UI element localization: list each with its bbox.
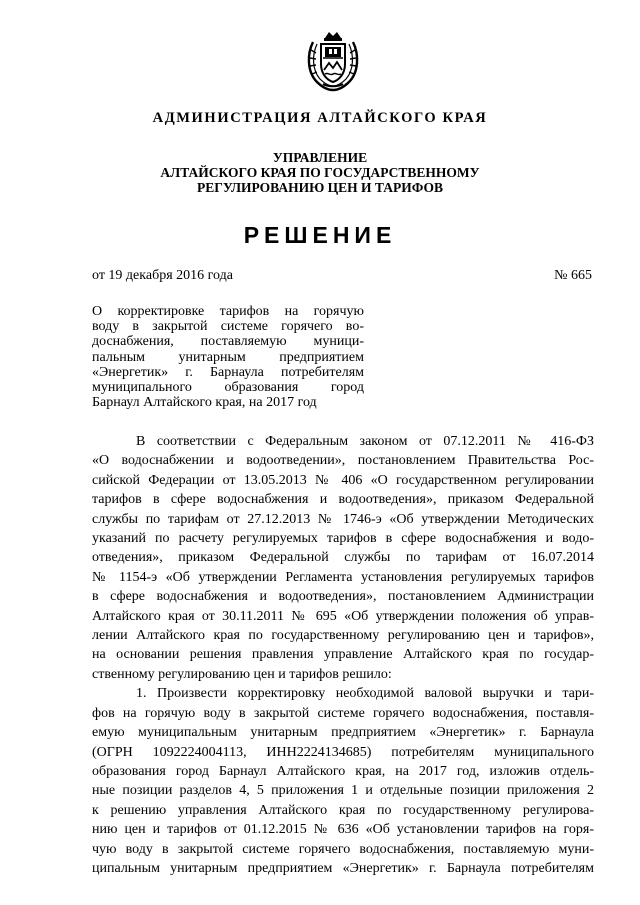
body-line: № 1154-э «Об утверждении Регламента установления регулируемых тарифов	[92, 569, 594, 585]
body-line: емую муниципальным унитарным предприятием «Энергетик» г. Барнаула	[92, 725, 594, 741]
altai-krai-coat-of-arms-icon	[303, 28, 363, 92]
body-line: «О водоснабжении и водоотведении», постановлением Правительства Рос-	[92, 453, 594, 469]
body-line: тарифов в сфере водоснабжения и водоотведения», приказом Федеральной	[92, 492, 594, 508]
body-line: чую воду в закрытой системе горячего водоснабжения, поставляемую муни-	[92, 841, 594, 857]
body-line: фов на горячую воду в закрытой системе горячего водоснабжения, поставля-	[92, 705, 594, 721]
body-line: указаний по расчету регулируемых тарифов в сфере водоснабжения и водо-	[92, 531, 594, 547]
body-line: сийской Федерации от 13.05.2013 № 406 «О государственном регулировании	[92, 472, 594, 488]
body-line: образования город Барнаул Алтайского края, на 2017 год, изложив отдель-	[92, 763, 594, 779]
body-line: лении Алтайского края по государственному регулированию цен и тарифов»,	[92, 628, 594, 644]
decision-number: № 665	[554, 268, 592, 283]
document-title: РЕШЕНИЕ	[243, 222, 397, 248]
department-line: АЛТАЙСКОГО КРАЯ ПО ГОСУДАРСТВЕННОМУ	[160, 165, 480, 180]
body-line: нию цен и тарифов от 01.12.2015 № 636 «Об установлении тарифов на горя-	[92, 822, 594, 838]
subject-line: доснабжения, поставляемую муници-	[92, 334, 364, 350]
decision-date: от 19 декабря 2016 года	[92, 268, 233, 283]
decision-subject	[92, 304, 364, 410]
subject-line: муниципального образования город	[92, 380, 364, 396]
body-line: ственному регулированию цен и тарифов решило:	[92, 666, 392, 682]
body-line: в сфере водоснабжения и водоотведения», постановлением Администрации	[92, 589, 594, 605]
department-name	[0, 150, 640, 195]
subject-line: пальным унитарным предприятием	[92, 349, 364, 365]
body-line: 1. Произвести корректировку необходимой валовой выручки и тари-	[136, 686, 594, 702]
body-line: Алтайского края от 30.11.2011 № 695 «Об утверждении положения об управ-	[92, 608, 594, 624]
administration-title: АДМИНИСТРАЦИЯ АЛТАЙСКОГО КРАЯ	[152, 110, 488, 126]
body-line: службы по тарифам от 27.12.2013 № 1746-э «Об утверждении Методических	[92, 511, 594, 527]
body-line: к решению управления Алтайского края по государственному регулирова-	[92, 802, 594, 818]
body-line: (ОГРН 1092224004113, ИНН2224134685) потребителям муниципального	[92, 744, 594, 760]
department-line: УПРАВЛЕНИЕ	[272, 150, 368, 165]
body-line: отведения», приказом Федеральной службы по тарифам от 16.07.2014	[92, 550, 594, 566]
department-line: РЕГУЛИРОВАНИЮ ЦЕН И ТАРИФОВ	[196, 180, 444, 195]
subject-line: О корректировке тарифов на горячую	[92, 304, 364, 319]
body-line: В соответствии с Федеральным законом от 07.12.2011 № 416-ФЗ	[136, 434, 594, 449]
body-line: ципальным унитарным предприятием «Энергетик» г. Барнаула потребителям	[92, 860, 594, 876]
body-line: на основании решения правления управление Алтайского края по государ-	[92, 647, 594, 663]
subject-line: воду в закрытой системе горячего во-	[92, 319, 364, 335]
body-line: ные позиции разделов 4, 5 приложения 1 и отдельные позиции приложения 2	[92, 783, 594, 799]
decision-body	[92, 432, 594, 878]
subject-line: Барнаул Алтайского края, на 2017 год	[92, 395, 317, 411]
subject-line: «Энергетик» г. Барнаула потребителям	[92, 364, 364, 380]
